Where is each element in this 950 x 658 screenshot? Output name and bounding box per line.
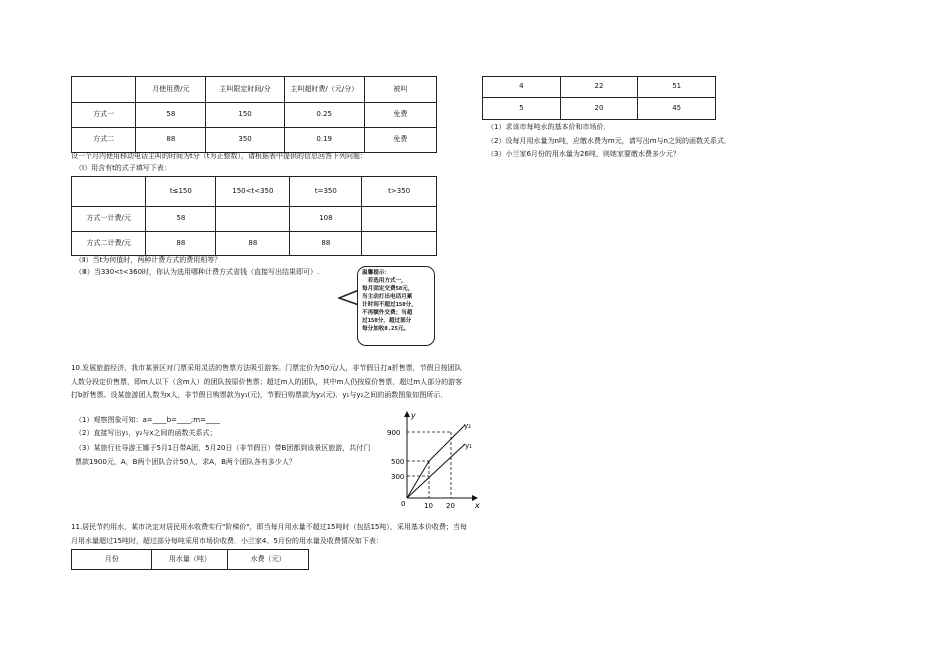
q11-sub1: （1）求该市每吨水的基本价和市场价． (487, 123, 611, 131)
table-cell (72, 177, 146, 207)
q10-sub3: （3）某旅行社导游王娜于5月1日带A团，5月20日（非节假日）带B团都到该景区旅游，共付门票款1900元，A，B两个团队合计50人，求A，B两个团队各有多少人？ (75, 444, 371, 466)
x-axis-label: x (475, 501, 480, 510)
table-header: 月份 (72, 550, 152, 570)
tip-line: 过150分，超过部分 (362, 317, 412, 324)
table-cell: 免费 (364, 103, 436, 128)
line-y1 (407, 444, 465, 498)
q9-intro: 设一个月内使用移动电话主叫的时间为t分（t为正整数），请根据表中提供的信息回答下列问题： (71, 152, 367, 160)
table-cell: 方式一计费/元 (72, 207, 146, 232)
q9-part1: （Ⅰ）用含有t的式子填写下表： (75, 164, 171, 172)
table-cell: 88 (136, 128, 206, 153)
q10-paragraph: 10.发展旅游经济，我市某景区对门票采用灵活的售票方法吸引游客。门票定价为50元/人，非节假日打a折售票，节假日按团队人数分段定价售票，即m人以下（含m人）的团队按原价售票；超过m人的团队，其中m人仍按原价售票，超过m人部分的游客打b折售票。设某旅游团人数为x人，非节假日购票款为y₁(元)，节假日购票款为y₂(元)．y₁与y₂之间的函数图象如图所示． (71, 364, 463, 399)
table-cell (362, 207, 437, 232)
line-y2 (407, 425, 465, 498)
tip-line: 温馨提示： (362, 270, 390, 276)
x-tick-20: 20 (446, 502, 455, 510)
table-cell: 免费 (364, 128, 436, 153)
table-header: t=350 (290, 177, 362, 207)
q10-sub2: （2）直接写出y₁，y₂与x之间的函数关系式； (75, 429, 217, 437)
tip-line: 计时间不超过150分， (362, 301, 417, 308)
table-cell: 51 (638, 77, 716, 98)
q11-sub3: （3）小兰家6月份的用水量为26吨，则她家要缴水费多少元？ (487, 150, 680, 158)
table-cell: 150 (206, 103, 284, 128)
table-header: 月使用费/元 (136, 77, 206, 103)
table-cell: 88 (216, 232, 290, 256)
table-cell: 0.19 (284, 128, 364, 153)
table-cell: 88 (146, 232, 216, 256)
table-cell: 5 (483, 98, 561, 120)
x-tick-10: 10 (424, 502, 433, 510)
series-label-y2: y₂ (464, 422, 471, 430)
table-cell: 20 (560, 98, 638, 120)
table-cell: 方式二 (72, 128, 136, 153)
table-header: t≤150 (146, 177, 216, 207)
q11-paragraph: 11.居民节约用水，某市决定对居民用水收费实行"阶梯价"，即当每月用水量不超过15吨时（包括15吨），采用基本价收费；当每月用水量超过15吨时，超过部分每吨采用市场价收费．小兰家4、5月份的用水量及收费情况如下表： (71, 523, 467, 545)
tip-line: 不再额外交费；当超 (362, 309, 413, 316)
table-cell: 108 (290, 207, 362, 232)
table-cell (362, 232, 437, 256)
table-cell (216, 207, 290, 232)
series-label-y1: y₁ (465, 442, 472, 450)
table-cell: 0.25 (284, 103, 364, 128)
tip-line: 每分加收0.25元。 (362, 325, 410, 332)
water-usage-table-continued (482, 76, 716, 120)
q11-sub2: （2）设每月用水量为n吨，应缴水费为m元，请写出m与n之间的函数关系式． (487, 137, 731, 145)
table-header: 用水量（吨） (152, 550, 228, 570)
table-cell: 4 (483, 77, 561, 98)
table-cell: 方式二计费/元 (72, 232, 146, 256)
fee-plan-table (71, 76, 437, 153)
tip-line: 若选用方式一， (362, 277, 407, 284)
q9-part3: （Ⅲ）当330<t<360时，你认为选用哪种计费方式省钱（直接写出结果即可）. (75, 268, 320, 276)
table-header: 水费（元） (228, 550, 309, 570)
table-cell: 22 (560, 77, 638, 98)
table-header: 主叫超时费/（元/分） (284, 77, 364, 103)
table-cell: 58 (146, 207, 216, 232)
table-cell: 方式一 (72, 103, 136, 128)
q10-sub1: （1）观察图象可知：a=____b=____;m=____ (75, 416, 220, 424)
table-cell: 58 (136, 103, 206, 128)
tip-bubble (357, 266, 435, 346)
y-axis-label: y (411, 411, 416, 420)
table-header: 150<t<350 (216, 177, 290, 207)
tip-line: 每月固定交费58元， (362, 285, 414, 292)
y-tick-900: 900 (387, 429, 401, 437)
fee-formula-table (71, 176, 437, 256)
y-tick-300: 300 (391, 473, 405, 481)
table-cell: 45 (638, 98, 716, 120)
water-usage-table (71, 549, 309, 570)
table-header: t>350 (362, 177, 437, 207)
tip-line: 当主动打出电话月累 (362, 293, 413, 300)
origin-label: 0 (401, 500, 406, 508)
y-tick-500: 500 (391, 458, 405, 466)
table-header: 被叫 (364, 77, 436, 103)
q9-part2: （Ⅱ）当t为何值时，两种计费方式的费用相等？ (75, 256, 222, 264)
table-cell (72, 77, 136, 103)
table-header: 主叫限定时间/分 (206, 77, 284, 103)
table-cell: 350 (206, 128, 284, 153)
function-graph (385, 408, 485, 512)
table-cell: 88 (290, 232, 362, 256)
